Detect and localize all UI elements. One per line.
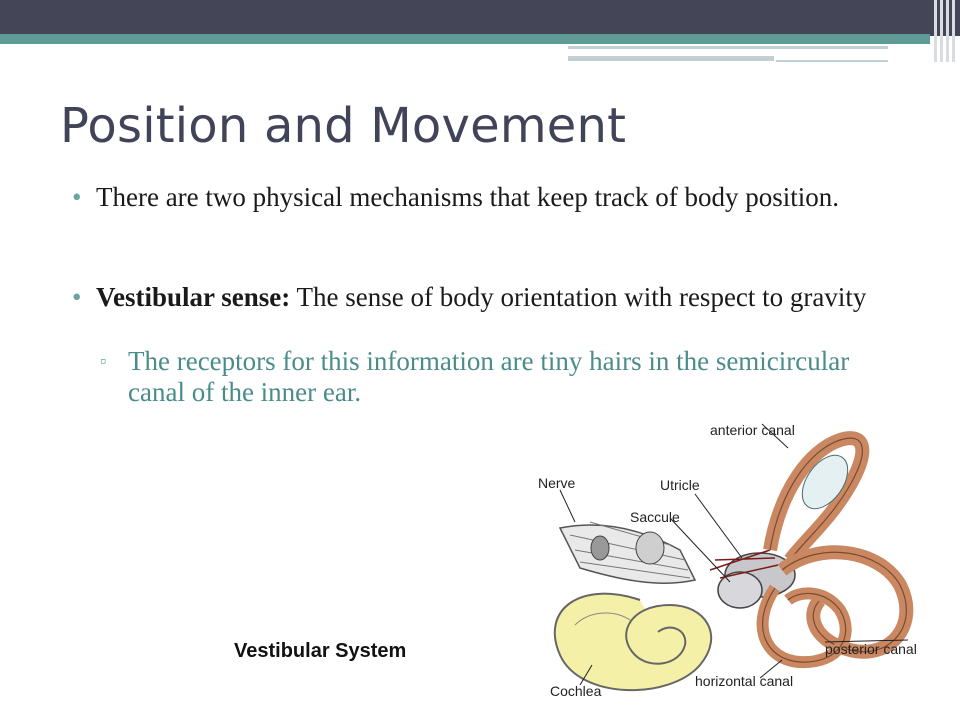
bullet-definition: The sense of body orientation with respect to gravity (290, 282, 867, 312)
header-bar (0, 0, 960, 36)
sub-bullet-item (100, 346, 900, 408)
bullet-term: Vestibular sense: (96, 282, 291, 312)
label-utricle: Utricle (660, 477, 700, 493)
label-posterior-canal: posterior canal (825, 641, 917, 657)
bullet-icon: • (72, 182, 82, 212)
header-decoration-line (568, 56, 774, 61)
bullet-text: There are two physical mechanisms that keep track of body position. (96, 182, 840, 212)
header-accent-bar (0, 34, 930, 44)
slide-title: Position and Movement (60, 98, 627, 154)
nerve-shape (560, 525, 695, 583)
cochlea-shape (555, 594, 711, 690)
nerve-ganglion (591, 536, 609, 560)
sub-bullet-text: The receptors for this information are tiny hairs in the semicircular canal of the inner ear. (128, 346, 850, 407)
label-nerve: Nerve (538, 475, 576, 491)
label-anterior-canal: anterior canal (710, 422, 795, 438)
sub-bullet-icon: ▫ (100, 351, 107, 371)
header-decoration-stripe (934, 0, 937, 62)
header-decoration-stripe (946, 0, 949, 62)
inner-ear-illustration (520, 410, 960, 720)
bullet-text (72, 282, 892, 313)
figure-caption: Vestibular System (234, 640, 407, 662)
bullet-item (72, 282, 892, 313)
header-decoration-stripe (952, 0, 955, 62)
nerve-ganglion (636, 532, 664, 564)
header-decoration-line (568, 46, 888, 49)
label-saccule: Saccule (630, 509, 680, 525)
vestibular-system-diagram (520, 410, 960, 720)
bullet-item (72, 182, 892, 213)
label-horizontal-canal: horizontal canal (695, 673, 794, 689)
bullet-icon: • (72, 282, 82, 312)
header-decoration-stripe (940, 0, 943, 62)
label-cochlea: Cochlea (550, 683, 602, 699)
header-decoration-line (776, 60, 888, 62)
